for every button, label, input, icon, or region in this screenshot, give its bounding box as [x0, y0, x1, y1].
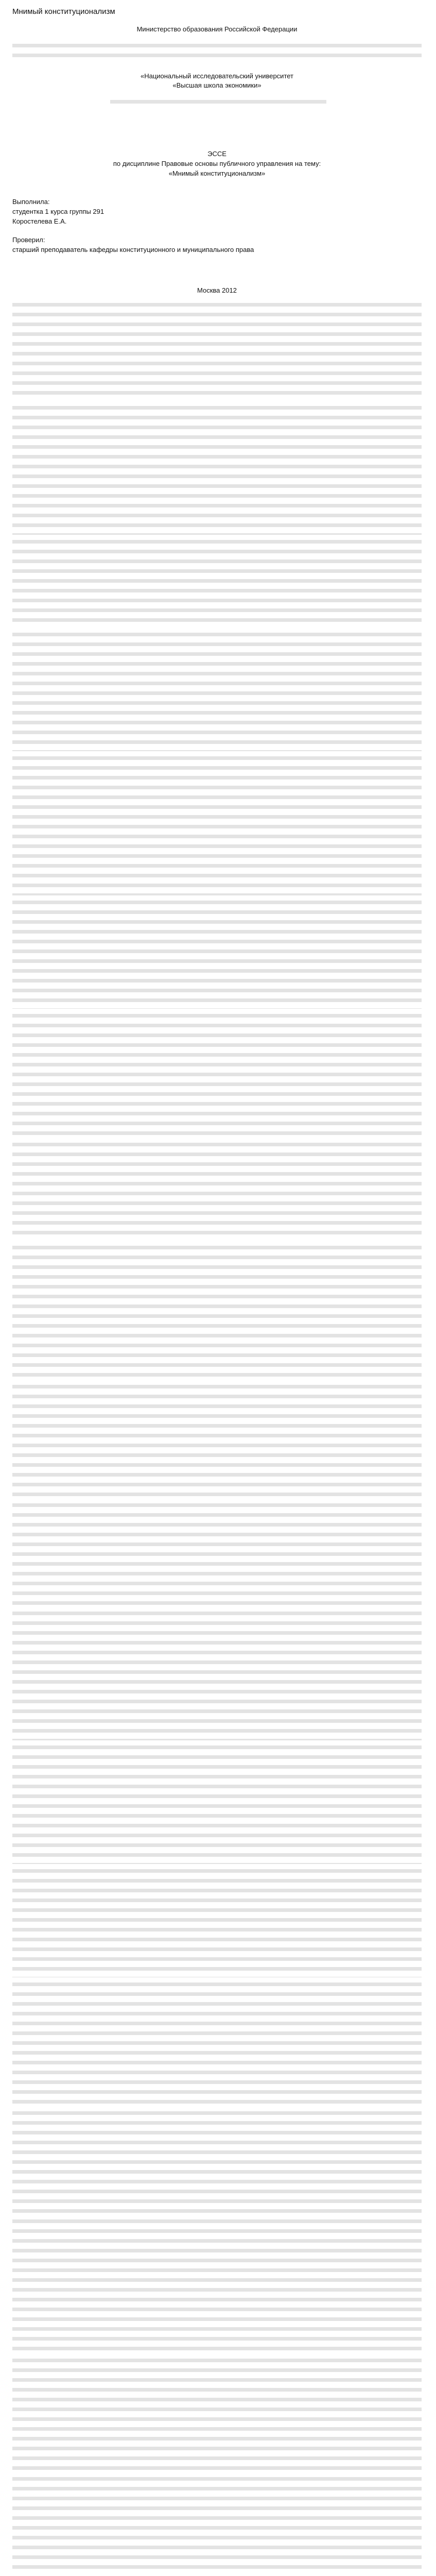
performed-label: Выполнила:	[12, 197, 50, 206]
spacer	[12, 35, 422, 44]
university-school-line: «Высшая школа экономики»	[172, 81, 261, 90]
body-paragraph-illegible	[12, 1982, 422, 2106]
spacer	[12, 226, 422, 235]
document-title: Мнимый конституционализм	[12, 7, 115, 16]
spacer	[12, 179, 422, 197]
essay-topic-line: «Мнимый конституционализм»	[168, 169, 266, 177]
essay-title: ЭССЕ	[207, 150, 226, 158]
spacer	[12, 91, 422, 100]
body-paragraph-illegible	[12, 2477, 422, 2575]
body-paragraph-illegible	[12, 1014, 422, 1138]
body-paragraph-illegible	[12, 1143, 422, 1241]
checked-label: Проверил:	[12, 236, 45, 244]
date-line: Москва 2012	[197, 286, 237, 295]
body-paragraph-illegible	[12, 1385, 422, 1498]
body-paragraph-illegible	[12, 540, 422, 628]
ministry-line: Министерство образования Российской Федерации	[136, 25, 298, 33]
body-paragraph-illegible	[12, 406, 422, 535]
body-paragraph-illegible	[12, 2219, 422, 2353]
body-paragraph-illegible	[12, 1869, 422, 1977]
illegible-text-block	[12, 44, 422, 57]
spacer	[12, 111, 422, 147]
body-paragraph-illegible	[12, 633, 422, 751]
spacer	[12, 62, 422, 72]
supervisor-position: старший преподаватель кафедры конституционного и муниципального права	[12, 246, 254, 254]
body-paragraph-illegible	[12, 901, 422, 1009]
body-paragraph-illegible	[12, 2111, 422, 2214]
body-paragraph-illegible	[12, 1246, 422, 1380]
illegible-text-block	[110, 100, 326, 106]
body-paragraph-illegible	[12, 1612, 422, 1740]
body-paragraph-illegible	[12, 1503, 422, 1606]
body-paragraph-illegible	[12, 2359, 422, 2472]
author-block	[12, 197, 422, 255]
essay-title-block	[12, 149, 422, 179]
body-paragraph-illegible	[12, 756, 422, 895]
body-paragraph-illegible	[12, 1745, 422, 1864]
student-name: Коростелева Е.А.	[12, 217, 67, 225]
university-name-line: «Национальный исследовательский университет	[140, 72, 294, 80]
essay-course-line: по дисциплине Правовые основы публичного управления на тему:	[113, 160, 321, 168]
body-paragraph-illegible	[12, 303, 422, 401]
student-group: студентка 1 курса группы 291	[12, 207, 104, 215]
